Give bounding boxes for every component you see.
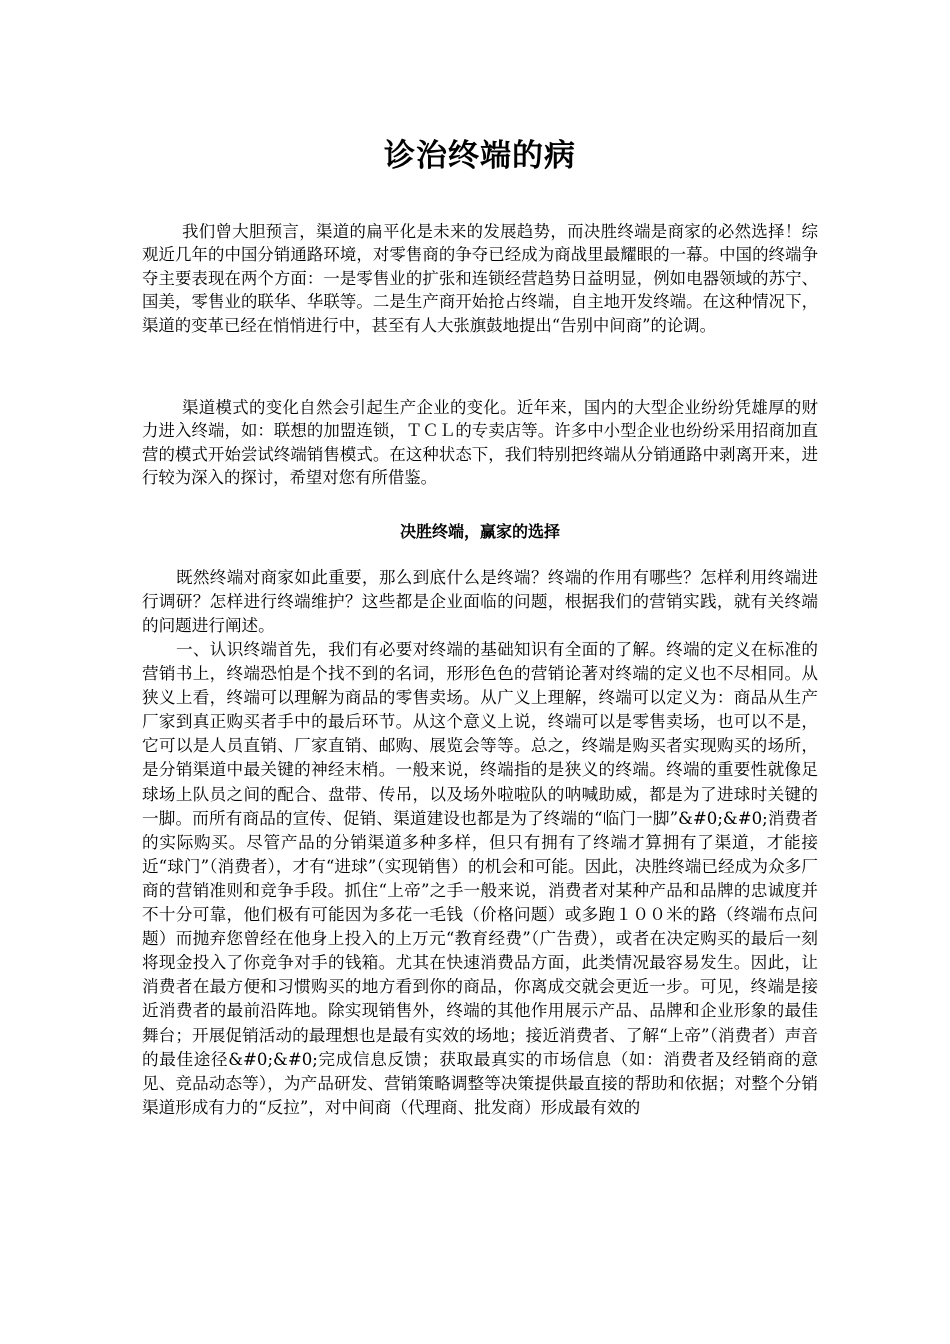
section-heading: 决胜终端，赢家的选择	[399, 522, 560, 541]
document-title: 诊治终端的病	[384, 138, 576, 174]
intro-paragraph: 渠道模式的变化自然会引起生产企业的变化。近年来，国内的大型企业纷纷凭雄厚的财力进入终端，如：联想的加盟连锁，ＴＣＬ的专卖店等。许多中小型企业也纷纷采用招商加直营的模式开始尝试终端销售模式。在这种状态下，我们特别把终端从分销通路中剥离开来，进行较为深入的探讨，希望对您有所借鉴。	[142, 398, 818, 488]
intro-paragraph: 我们曾大胆预言，渠道的扁平化是未来的发展趋势，而决胜终端是商家的必然选择！综观近几年的中国分销通路环境，对零售商的争夺已经成为商战里最耀眼的一幕。中国的终端争夺主要表现在两个方面：一是零售业的扩张和连锁经营趋势日益明显，例如电器领域的苏宁、国美，零售业的联华、华联等。二是生产商开始抢占终端，自主地开发终端。在这种情况下，渠道的变革已经在悄悄进行中，甚至有人大张旗鼓地提出“告别中间商”的论调。	[142, 222, 818, 335]
body-paragraph: 既然终端对商家如此重要，那么到底什么是终端？终端的作用有哪些？怎样利用终端进行调研？怎样进行终端维护？这些都是企业面临的问题，根据我们的营销实践，就有关终端的问题进行阐述。	[142, 568, 818, 636]
body-paragraph: 一、认识终端首先，我们有必要对终端的基础知识有全面的了解。终端的定义在标准的营销书上，终端恐怕是个找不到的名词，形形色色的营销论著对终端的定义也不尽相同。从狭义上看，终端可以理解为商品的零售卖场。从广义上理解，终端可以定义为：商品从生产厂家到真正购买者手中的最后环节。从这个意义上说，终端可以是零售卖场，也可以不是，它可以是人员直销、厂家直销、邮购、展览会等等。总之，终端是购买者实现购买的场所，是分销渠道中最关键的神经末梢。一般来说，终端指的是狭义的终端。终端的重要性就像足球场上队员之间的配合、盘带、传吊，以及场外啦啦队的呐喊助威，都是为了进球时关键的一脚。而所有商品的宣传、促销、渠道建设也都是为了终端的“临门一脚”&#0;&#0;消费者的实际购买。尽管产品的分销渠道多种多样，但只有拥有了终端才算拥有了渠道，才能接近“球门”（消费者），才有“进球”（实现销售）的机会和可能。因此，决胜终端已经成为众多厂商的营销准则和竞争手段。抓住“上帝”之手一般来说，消费者对某种产品和品牌的忠诚度并不十分可靠，他们极有可能因为多花一毛钱（价格问题）或多跑１００米的路（终端布点问题）而抛弃您曾经在他身上投入的上万元“教育经费”（广告费），或者在决定购买的最后一刻将现金投入了你竞争对手的钱箱。尤其在快速消费品方面，此类情况最容易发生。因此，让消费者在最方便和习惯购买的地方看到你的商品，你离成交就会更近一步。可见，终端是接近消费者的最前沿阵地。除实现销售外，终端的其他作用展示产品、品牌和企业形象的最佳舞台；开展促销活动的最理想也是最有实效的场地；接近消费者、了解“上帝”（消费者）声音的最佳途径&#0;&#0;完成信息反馈；获取最真实的市场信息（如：消费者及经销商的意见、竞品动态等），为产品研发、营销策略调整等决策提供最直接的帮助和依据；对整个分销渠道形成有力的“反拉”，对中间商（代理商、批发商）形成最有效的	[142, 640, 818, 1117]
